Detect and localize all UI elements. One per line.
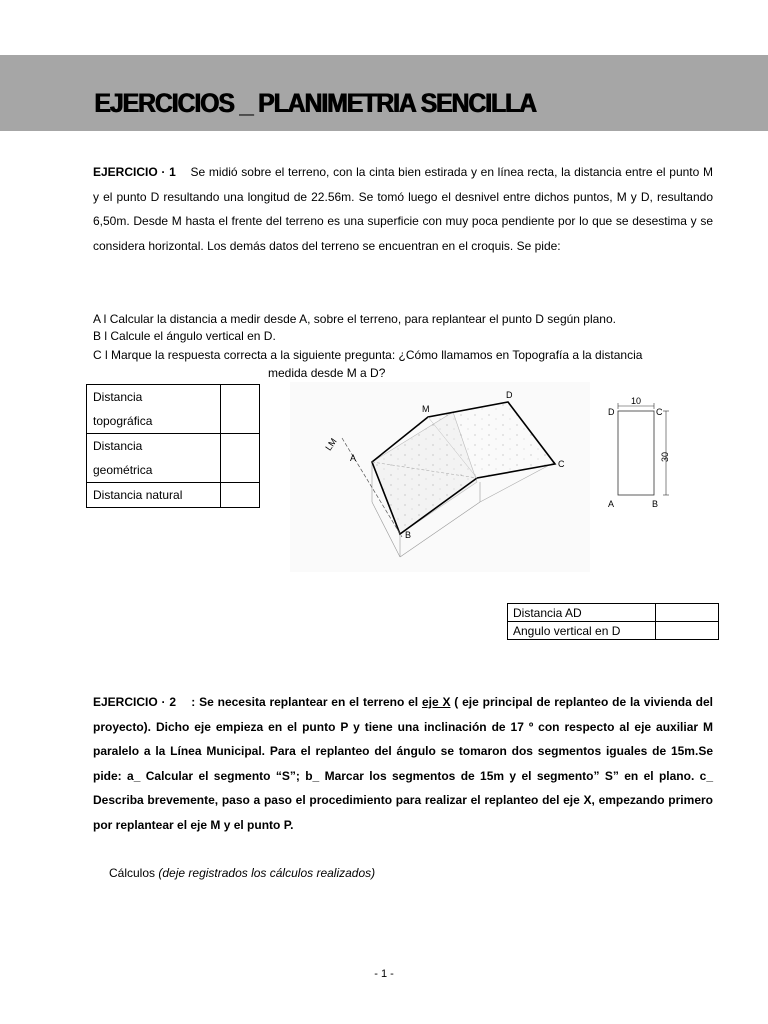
option-row bbox=[87, 434, 260, 483]
question-a-key: A l bbox=[93, 312, 107, 326]
question-c-continuation: medida desde M a D? bbox=[268, 366, 386, 380]
question-b bbox=[93, 328, 276, 345]
label-a: A bbox=[350, 453, 357, 463]
plan-label-d: D bbox=[608, 407, 615, 417]
exercise-1-statement: Se midió sobre el terreno, con la cinta bien estirada y en línea recta, la distancia entre el punto M y el punto D resultando una longitud de 22.56m. Se tomó luego el desnivel entre dichos puntos, M y D, resultando 6,50m. Desde M hasta el frente del terreno es una superficie con muy poca pendiente por lo que se desestima y se considera horizontal. Los demás datos del terreno se encuentran en el croquis. Se pide: bbox=[93, 165, 713, 253]
plan-rectangle bbox=[618, 411, 654, 495]
question-b-key: B l bbox=[93, 329, 108, 343]
result-row bbox=[508, 622, 719, 640]
calculations-note: (deje registrados los cálculos realizados) bbox=[158, 866, 376, 880]
plan-label-a: A bbox=[608, 499, 615, 509]
question-c-key: C l bbox=[93, 348, 108, 362]
question-a bbox=[93, 311, 616, 328]
option-checkbox[interactable] bbox=[221, 483, 260, 508]
results-table bbox=[507, 603, 719, 640]
result-label: Distancia AD bbox=[508, 604, 656, 622]
option-row bbox=[87, 483, 260, 508]
exercise-1-label: EJERCICIO · 1 bbox=[93, 165, 176, 179]
label-c: C bbox=[558, 459, 565, 469]
option-checkbox[interactable] bbox=[221, 434, 260, 483]
option-label: Distancia geométrica bbox=[87, 434, 221, 483]
question-a-text: Calcular la distancia a medir desde A, sobre el terreno, para replantear el punto D según plano. bbox=[109, 312, 616, 326]
plan-label-c: C bbox=[656, 407, 663, 417]
label-lm: LM bbox=[323, 436, 339, 453]
calculations-label: Cálculos bbox=[109, 866, 156, 880]
label-d: D bbox=[506, 390, 513, 400]
option-row bbox=[87, 385, 260, 434]
calculations-section bbox=[109, 866, 375, 880]
exercise-1-text bbox=[93, 160, 713, 258]
exercise-2-label: EJERCICIO · 2 bbox=[93, 695, 176, 709]
axis-x-term: eje X bbox=[421, 695, 451, 709]
plan-width-dim: 10 bbox=[631, 396, 642, 406]
label-m: M bbox=[422, 404, 430, 414]
plan-view bbox=[600, 395, 690, 515]
question-b-text: Calcule el ángulo vertical en D. bbox=[110, 329, 276, 343]
result-row bbox=[508, 604, 719, 622]
question-c bbox=[93, 347, 713, 364]
option-label: Distancia topográfica bbox=[87, 385, 221, 434]
terrain-sketch bbox=[290, 382, 590, 572]
result-answer-cell[interactable] bbox=[656, 622, 719, 640]
plan-height-dim: 30 bbox=[660, 451, 670, 462]
page-title: EJERCICIOS _ PLANIMETRIA SENCILLA bbox=[94, 88, 536, 118]
page-number: - 1 - bbox=[374, 968, 394, 980]
question-c-text: Marque la respuesta correcta a la siguiente pregunta: ¿Cómo llamamos en Topografía a la distancia bbox=[111, 348, 643, 362]
exercise-2-text: EJERCICIO · 2 : Se necesita replantear en el terreno el eje X ( eje principal de replanteo de la vivienda del proyecto). Dicho eje empieza en el punto P y tiene una inclinación de 17 º con respecto al eje auxiliar M paralelo a la Línea Municipal. Para el replanteo del ángulo se tomaron dos segmentos iguales de 15m.Se pide: a_ Calcular el segmento “S”; b_ Marcar los segmentos de 15m y el segmento” S” en el plano. c_ Describa brevemente, paso a paso el procedimiento para realizar el replanteo del eje X, empezando primero por replantear el eje M y el punto P. bbox=[93, 695, 713, 832]
option-label: Distancia natural bbox=[87, 483, 221, 508]
plan-label-b: B bbox=[652, 499, 659, 509]
result-label: Angulo vertical en D bbox=[508, 622, 656, 640]
option-checkbox[interactable] bbox=[221, 385, 260, 434]
label-b: B bbox=[405, 530, 412, 540]
answer-options-table bbox=[86, 384, 260, 508]
result-answer-cell[interactable] bbox=[656, 604, 719, 622]
